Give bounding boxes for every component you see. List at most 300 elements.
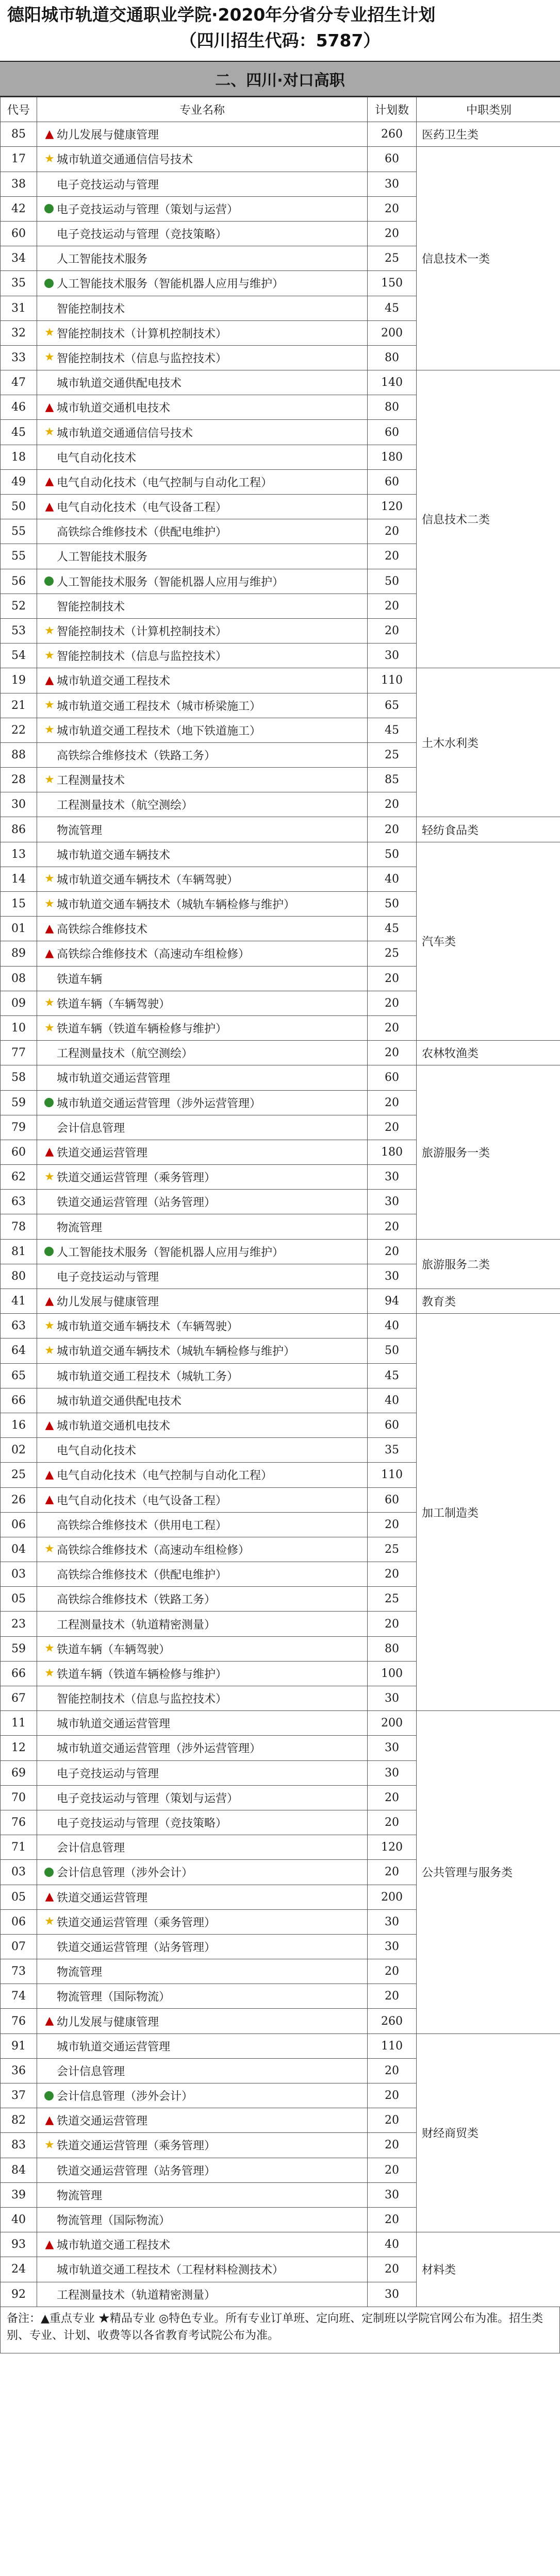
major-code: 76 xyxy=(1,1810,37,1835)
major-code: 02 xyxy=(1,1438,37,1463)
major-code: 77 xyxy=(1,1041,37,1065)
major-name-cell xyxy=(37,1239,368,1264)
document-title xyxy=(0,0,560,61)
major-name-cell xyxy=(37,1264,368,1289)
major-code: 06 xyxy=(1,1512,37,1537)
quality-major-star-icon: ★ xyxy=(44,426,55,439)
plan-count: 60 xyxy=(368,1487,417,1512)
plan-count: 45 xyxy=(368,917,417,941)
major-name-cell xyxy=(37,1711,368,1736)
major-name-cell xyxy=(37,941,368,966)
major-name-cell xyxy=(37,172,368,196)
plan-count: 260 xyxy=(368,2009,417,2033)
plan-count: 20 xyxy=(368,196,417,221)
major-code: 89 xyxy=(1,941,37,966)
plan-count: 180 xyxy=(368,445,417,469)
major-name-cell xyxy=(37,1959,368,1984)
plan-count: 60 xyxy=(368,1065,417,1090)
major-name: 物流管理（国际物流） xyxy=(57,1991,171,2004)
major-code: 59 xyxy=(1,1636,37,1661)
major-code: 03 xyxy=(1,1860,37,1885)
key-major-triangle-icon: ▲ xyxy=(45,1468,54,1481)
major-name-cell xyxy=(37,1537,368,1562)
plan-count: 20 xyxy=(368,1984,417,2009)
major-name: 城市轨道交通机电技术 xyxy=(57,402,171,415)
major-code: 06 xyxy=(1,1909,37,1934)
plan-count: 40 xyxy=(368,867,417,891)
major-name-cell xyxy=(37,1686,368,1711)
plan-count: 200 xyxy=(368,320,417,345)
vocational-category: 汽车类 xyxy=(417,842,560,1041)
major-name-cell xyxy=(37,1885,368,1909)
major-code: 63 xyxy=(1,1190,37,1214)
key-major-triangle-icon: ▲ xyxy=(45,922,54,935)
plan-count: 20 xyxy=(368,1239,417,1264)
plan-count: 20 xyxy=(368,792,417,817)
major-name-cell xyxy=(37,1165,368,1190)
key-major-triangle-icon: ▲ xyxy=(45,127,54,141)
major-name: 城市轨道交通运营管理（涉外运营管理） xyxy=(57,1097,261,1110)
major-code: 79 xyxy=(1,1115,37,1140)
plan-count: 50 xyxy=(368,842,417,867)
major-code: 56 xyxy=(1,569,37,594)
major-name: 铁道交通运营管理（乘务管理） xyxy=(57,2140,216,2153)
plan-count: 80 xyxy=(368,395,417,420)
title-line-2: （四川招生代码：5787） xyxy=(179,30,381,50)
major-name-cell xyxy=(37,618,368,643)
major-name-cell xyxy=(37,1214,368,1239)
major-name-cell xyxy=(37,1463,368,1487)
major-name: 铁道交通运营管理（站务管理） xyxy=(57,2164,216,2178)
major-name: 高铁综合维修技术（铁路工务） xyxy=(57,749,216,762)
major-code: 18 xyxy=(1,445,37,469)
quality-major-star-icon: ★ xyxy=(44,699,55,712)
major-name: 会计信息管理（涉外会计） xyxy=(57,2090,193,2104)
major-code: 09 xyxy=(1,991,37,1015)
plan-table xyxy=(0,97,560,2307)
major-code: 11 xyxy=(1,1711,37,1736)
major-name: 物流管理 xyxy=(57,1221,103,1234)
plan-count: 20 xyxy=(368,2158,417,2182)
plan-count: 20 xyxy=(368,1785,417,1810)
major-name: 城市轨道交通运营管理 xyxy=(57,1072,171,1086)
major-name-cell xyxy=(37,1934,368,1959)
plan-count: 20 xyxy=(368,1512,417,1537)
major-code: 50 xyxy=(1,495,37,519)
plan-count: 20 xyxy=(368,1562,417,1587)
quality-major-star-icon: ★ xyxy=(44,2138,55,2151)
special-major-circle-icon xyxy=(44,1098,54,1107)
plan-count: 25 xyxy=(368,742,417,767)
major-name-cell xyxy=(37,469,368,494)
plan-count: 20 xyxy=(368,544,417,569)
major-name-cell xyxy=(37,569,368,594)
major-name-cell xyxy=(37,1760,368,1785)
major-name: 电子竞技运动与管理（竞技策略） xyxy=(57,228,227,242)
major-code: 66 xyxy=(1,1388,37,1413)
major-name: 电气自动化技术（电气控制与自动化工程） xyxy=(57,476,273,489)
major-name: 人工智能技术服务（智能机器人应用与维护） xyxy=(57,278,284,291)
major-name: 铁道交通运营管理（乘务管理） xyxy=(57,1172,216,1185)
plan-count: 30 xyxy=(368,1165,417,1190)
major-name-cell xyxy=(37,966,368,991)
major-name: 电气自动化技术 xyxy=(57,1445,137,1458)
quality-major-star-icon: ★ xyxy=(44,1319,55,1332)
plan-count: 25 xyxy=(368,246,417,271)
major-name-cell xyxy=(37,1785,368,1810)
major-code: 05 xyxy=(1,1587,37,1612)
special-major-circle-icon xyxy=(44,204,54,213)
major-code: 26 xyxy=(1,1487,37,1512)
major-name: 城市轨道交通工程技术 xyxy=(57,2239,171,2252)
major-name: 智能控制技术（信息与监控技术） xyxy=(57,650,227,664)
major-code: 25 xyxy=(1,1463,37,1487)
major-name: 电气自动化技术（电气控制与自动化工程） xyxy=(57,1469,273,1483)
major-name-cell xyxy=(37,2232,368,2257)
major-name: 电子竞技运动与管理 xyxy=(57,1767,159,1781)
quality-major-star-icon: ★ xyxy=(44,152,55,165)
quality-major-star-icon: ★ xyxy=(44,1915,55,1928)
plan-count: 25 xyxy=(368,1587,417,1612)
vocational-category: 信息技术二类 xyxy=(417,370,560,668)
plan-count: 30 xyxy=(368,1190,417,1214)
plan-count: 30 xyxy=(368,2282,417,2307)
table-row xyxy=(1,122,560,147)
plan-count: 20 xyxy=(368,991,417,1015)
plan-count: 20 xyxy=(368,1041,417,1065)
major-name-cell xyxy=(37,1587,368,1612)
major-code: 64 xyxy=(1,1338,37,1363)
major-name-cell xyxy=(37,1363,368,1388)
major-name-cell xyxy=(37,544,368,569)
major-name-cell xyxy=(37,370,368,395)
major-code: 73 xyxy=(1,1959,37,1984)
major-name-cell xyxy=(37,1562,368,1587)
vocational-category: 旅游服务一类 xyxy=(417,1065,560,1239)
major-name: 电子竞技运动与管理（策划与运营） xyxy=(57,1792,239,1805)
quality-major-star-icon: ★ xyxy=(44,1543,55,1556)
table-row xyxy=(1,1711,560,1736)
major-name: 城市轨道交通供配电技术 xyxy=(57,1395,182,1408)
plan-count: 50 xyxy=(368,569,417,594)
major-name: 电子竞技运动与管理（策划与运营） xyxy=(57,203,239,216)
special-major-circle-icon xyxy=(44,1868,54,1877)
major-name: 电气自动化技术（电气设备工程） xyxy=(57,501,227,515)
plan-count: 140 xyxy=(368,370,417,395)
plan-count: 25 xyxy=(368,941,417,966)
plan-count: 60 xyxy=(368,420,417,445)
table-header-row xyxy=(1,97,560,122)
plan-count: 20 xyxy=(368,1115,417,1140)
major-name: 城市轨道交通车辆技术（城轨车辆检修与维护） xyxy=(57,899,295,912)
major-name-cell xyxy=(37,1736,368,1760)
major-name: 高铁综合维修技术（铁路工务） xyxy=(57,1594,216,1607)
major-name-cell xyxy=(37,122,368,147)
plan-count: 40 xyxy=(368,2232,417,2257)
major-name-cell xyxy=(37,1065,368,1090)
major-name-cell xyxy=(37,768,368,792)
major-name-cell xyxy=(37,594,368,618)
major-name: 智能控制技术（信息与监控技术） xyxy=(57,352,227,365)
plan-count: 35 xyxy=(368,1438,417,1463)
special-major-circle-icon xyxy=(44,279,54,288)
key-major-triangle-icon: ▲ xyxy=(45,1493,54,1506)
plan-count: 30 xyxy=(368,1934,417,1959)
major-name: 高铁综合维修技术（高速动车组检修） xyxy=(57,1544,250,1557)
major-name-cell xyxy=(37,2182,368,2207)
plan-count: 85 xyxy=(368,768,417,792)
key-major-triangle-icon: ▲ xyxy=(45,946,54,960)
plan-count: 20 xyxy=(368,1214,417,1239)
major-name: 物流管理 xyxy=(57,1966,103,1979)
plan-count: 20 xyxy=(368,1959,417,1984)
plan-count: 20 xyxy=(368,618,417,643)
major-name-cell xyxy=(37,1438,368,1463)
major-code: 63 xyxy=(1,1314,37,1338)
major-code: 60 xyxy=(1,1140,37,1164)
major-name-cell xyxy=(37,1388,368,1413)
header-code: 代号 xyxy=(1,97,37,122)
quality-major-star-icon: ★ xyxy=(44,723,55,737)
major-name-cell xyxy=(37,1338,368,1363)
table-row xyxy=(1,370,560,395)
major-name-cell xyxy=(37,1413,368,1437)
major-name: 智能控制技术 xyxy=(57,600,125,614)
major-code: 39 xyxy=(1,2182,37,2207)
plan-count: 20 xyxy=(368,2058,417,2083)
plan-count: 80 xyxy=(368,1636,417,1661)
table-row xyxy=(1,147,560,172)
major-name: 城市轨道交通工程技术 xyxy=(57,675,171,688)
plan-count: 94 xyxy=(368,1289,417,1314)
key-major-triangle-icon: ▲ xyxy=(45,2113,54,2127)
major-code: 40 xyxy=(1,2207,37,2232)
major-code: 47 xyxy=(1,370,37,395)
plan-count: 110 xyxy=(368,2033,417,2058)
major-code: 21 xyxy=(1,693,37,718)
table-row xyxy=(1,1314,560,1338)
major-name: 城市轨道交通运营管理 xyxy=(57,1718,171,1731)
major-name: 高铁综合维修技术（供配电维护） xyxy=(57,1569,227,1582)
table-row xyxy=(1,668,560,693)
major-name: 城市轨道交通车辆技术 xyxy=(57,849,171,862)
plan-count: 20 xyxy=(368,2133,417,2158)
major-name: 城市轨道交通车辆技术（车辆驾驶） xyxy=(57,1320,239,1334)
vocational-category: 财经商贸类 xyxy=(417,2033,560,2232)
quality-major-star-icon: ★ xyxy=(44,996,55,1010)
major-name-cell xyxy=(37,817,368,842)
major-name-cell xyxy=(37,1115,368,1140)
plan-count: 20 xyxy=(368,1860,417,1885)
plan-count: 20 xyxy=(368,2108,417,2133)
major-code: 53 xyxy=(1,618,37,643)
major-code: 55 xyxy=(1,544,37,569)
plan-count: 120 xyxy=(368,1835,417,1860)
major-code: 83 xyxy=(1,2133,37,2158)
plan-count: 30 xyxy=(368,1736,417,1760)
major-name: 高铁综合维修技术（供用电工程） xyxy=(57,1519,227,1532)
plan-count: 60 xyxy=(368,469,417,494)
major-name: 人工智能技术服务 xyxy=(57,551,148,564)
quality-major-star-icon: ★ xyxy=(44,1642,55,1655)
major-name-cell xyxy=(37,842,368,867)
major-code: 76 xyxy=(1,2009,37,2033)
quality-major-star-icon: ★ xyxy=(44,1344,55,1357)
plan-count: 110 xyxy=(368,1463,417,1487)
major-name-cell xyxy=(37,1860,368,1885)
major-name-cell xyxy=(37,1661,368,1686)
plan-count: 20 xyxy=(368,2257,417,2282)
major-code: 07 xyxy=(1,1934,37,1959)
major-code: 66 xyxy=(1,1661,37,1686)
major-name: 会计信息管理 xyxy=(57,2065,125,2078)
major-code: 46 xyxy=(1,395,37,420)
major-code: 28 xyxy=(1,768,37,792)
plan-count: 60 xyxy=(368,1413,417,1437)
major-name-cell xyxy=(37,519,368,544)
major-name-cell xyxy=(37,271,368,296)
plan-count: 150 xyxy=(368,271,417,296)
plan-count: 20 xyxy=(368,1015,417,1040)
major-name-cell xyxy=(37,792,368,817)
major-code: 84 xyxy=(1,2158,37,2182)
footnote: 备注：▲重点专业 ★精品专业 ◎特色专业。所有专业订单班、定向班、定制班以学院官网公布为准。招生类别、专业、计划、收费等以各省教育考试院公布为准。 xyxy=(0,2307,560,2353)
quality-major-star-icon: ★ xyxy=(44,897,55,910)
plan-count: 20 xyxy=(368,1090,417,1115)
major-code: 92 xyxy=(1,2282,37,2307)
plan-count: 30 xyxy=(368,2182,417,2207)
key-major-triangle-icon: ▲ xyxy=(45,500,54,513)
major-name-cell xyxy=(37,296,368,320)
major-name-cell xyxy=(37,2158,368,2182)
major-code: 30 xyxy=(1,792,37,817)
major-name: 会计信息管理（涉外会计） xyxy=(57,1867,193,1880)
major-name: 铁道交通运营管理（站务管理） xyxy=(57,1941,216,1954)
plan-count: 20 xyxy=(368,519,417,544)
major-name: 铁道车辆 xyxy=(57,973,103,986)
major-name-cell xyxy=(37,2257,368,2282)
major-code: 60 xyxy=(1,221,37,246)
quality-major-star-icon: ★ xyxy=(44,1667,55,1680)
plan-count: 20 xyxy=(368,817,417,842)
major-name: 电子竞技运动与管理 xyxy=(57,178,159,192)
major-code: 14 xyxy=(1,867,37,891)
major-name: 工程测量技术 xyxy=(57,774,125,788)
plan-count: 40 xyxy=(368,1388,417,1413)
major-name-cell xyxy=(37,1015,368,1040)
table-row xyxy=(1,1041,560,1065)
major-code: 35 xyxy=(1,271,37,296)
major-name: 城市轨道交通运营管理 xyxy=(57,2040,171,2054)
major-code: 91 xyxy=(1,2033,37,2058)
section-banner: 二、四川·对口高职 xyxy=(0,61,560,97)
major-name-cell xyxy=(37,1090,368,1115)
vocational-category: 农林牧渔类 xyxy=(417,1041,560,1065)
major-name: 幼儿发展与健康管理 xyxy=(57,2015,159,2029)
major-code: 62 xyxy=(1,1165,37,1190)
major-code: 59 xyxy=(1,1090,37,1115)
major-code: 85 xyxy=(1,122,37,147)
major-code: 12 xyxy=(1,1736,37,1760)
major-name: 智能控制技术（计算机控制技术） xyxy=(57,327,227,341)
quality-major-star-icon: ★ xyxy=(44,649,55,662)
major-name: 电气自动化技术 xyxy=(57,451,137,465)
key-major-triangle-icon: ▲ xyxy=(45,673,54,687)
major-name: 城市轨道交通车辆技术（城轨车辆检修与维护） xyxy=(57,1345,295,1359)
major-name-cell xyxy=(37,1140,368,1164)
major-code: 17 xyxy=(1,147,37,172)
major-code: 16 xyxy=(1,1413,37,1437)
table-row xyxy=(1,1289,560,1314)
major-name-cell xyxy=(37,718,368,742)
major-name: 铁道交通运营管理（站务管理） xyxy=(57,1196,216,1210)
major-name: 工程测量技术（航空测绘） xyxy=(57,799,193,812)
table-row xyxy=(1,2033,560,2058)
major-name-cell xyxy=(37,2083,368,2108)
major-code: 31 xyxy=(1,296,37,320)
plan-count: 100 xyxy=(368,1661,417,1686)
major-name: 人工智能技术服务 xyxy=(57,253,148,266)
plan-count: 120 xyxy=(368,495,417,519)
key-major-triangle-icon: ▲ xyxy=(45,1890,54,1904)
major-code: 23 xyxy=(1,1612,37,1636)
plan-count: 30 xyxy=(368,1686,417,1711)
major-code: 49 xyxy=(1,469,37,494)
major-code: 81 xyxy=(1,1239,37,1264)
plan-count: 20 xyxy=(368,1612,417,1636)
vocational-category: 旅游服务二类 xyxy=(417,1239,560,1289)
plan-table-body xyxy=(1,122,560,2307)
major-code: 69 xyxy=(1,1760,37,1785)
major-code: 71 xyxy=(1,1835,37,1860)
quality-major-star-icon: ★ xyxy=(44,1170,55,1183)
major-name-cell xyxy=(37,1810,368,1835)
major-code: 52 xyxy=(1,594,37,618)
major-name-cell xyxy=(37,2108,368,2133)
major-name-cell xyxy=(37,2133,368,2158)
plan-count: 200 xyxy=(368,1711,417,1736)
vocational-category: 公共管理与服务类 xyxy=(417,1711,560,2033)
major-name-cell xyxy=(37,892,368,917)
major-name: 智能控制技术（计算机控制技术） xyxy=(57,625,227,639)
major-name-cell xyxy=(37,420,368,445)
major-name: 铁道车辆（铁道车辆检修与维护） xyxy=(57,1668,227,1681)
major-name: 高铁综合维修技术（高速动车组检修） xyxy=(57,948,250,961)
special-major-circle-icon xyxy=(44,2091,54,2100)
major-name: 城市轨道交通车辆技术（车辆驾驶） xyxy=(57,873,239,887)
major-name-cell xyxy=(37,320,368,345)
major-name-cell xyxy=(37,2282,368,2307)
major-code: 41 xyxy=(1,1289,37,1314)
plan-count: 260 xyxy=(368,122,417,147)
major-code: 36 xyxy=(1,2058,37,2083)
key-major-triangle-icon: ▲ xyxy=(45,400,54,414)
major-name-cell xyxy=(37,643,368,668)
major-code: 38 xyxy=(1,172,37,196)
major-name: 铁道交通运营管理 xyxy=(57,2115,148,2128)
major-name: 城市轨道交通工程技术（工程材料检测技术） xyxy=(57,2264,284,2277)
major-code: 93 xyxy=(1,2232,37,2257)
plan-count: 45 xyxy=(368,296,417,320)
major-code: 24 xyxy=(1,2257,37,2282)
major-name: 会计信息管理 xyxy=(57,1122,125,1135)
major-name: 城市轨道交通工程技术（城轨工务） xyxy=(57,1370,239,1383)
major-name: 工程测量技术（轨道精密测量） xyxy=(57,1618,216,1632)
major-code: 74 xyxy=(1,1984,37,2009)
key-major-triangle-icon: ▲ xyxy=(45,1418,54,1432)
plan-count: 40 xyxy=(368,1314,417,1338)
major-code: 03 xyxy=(1,1562,37,1587)
